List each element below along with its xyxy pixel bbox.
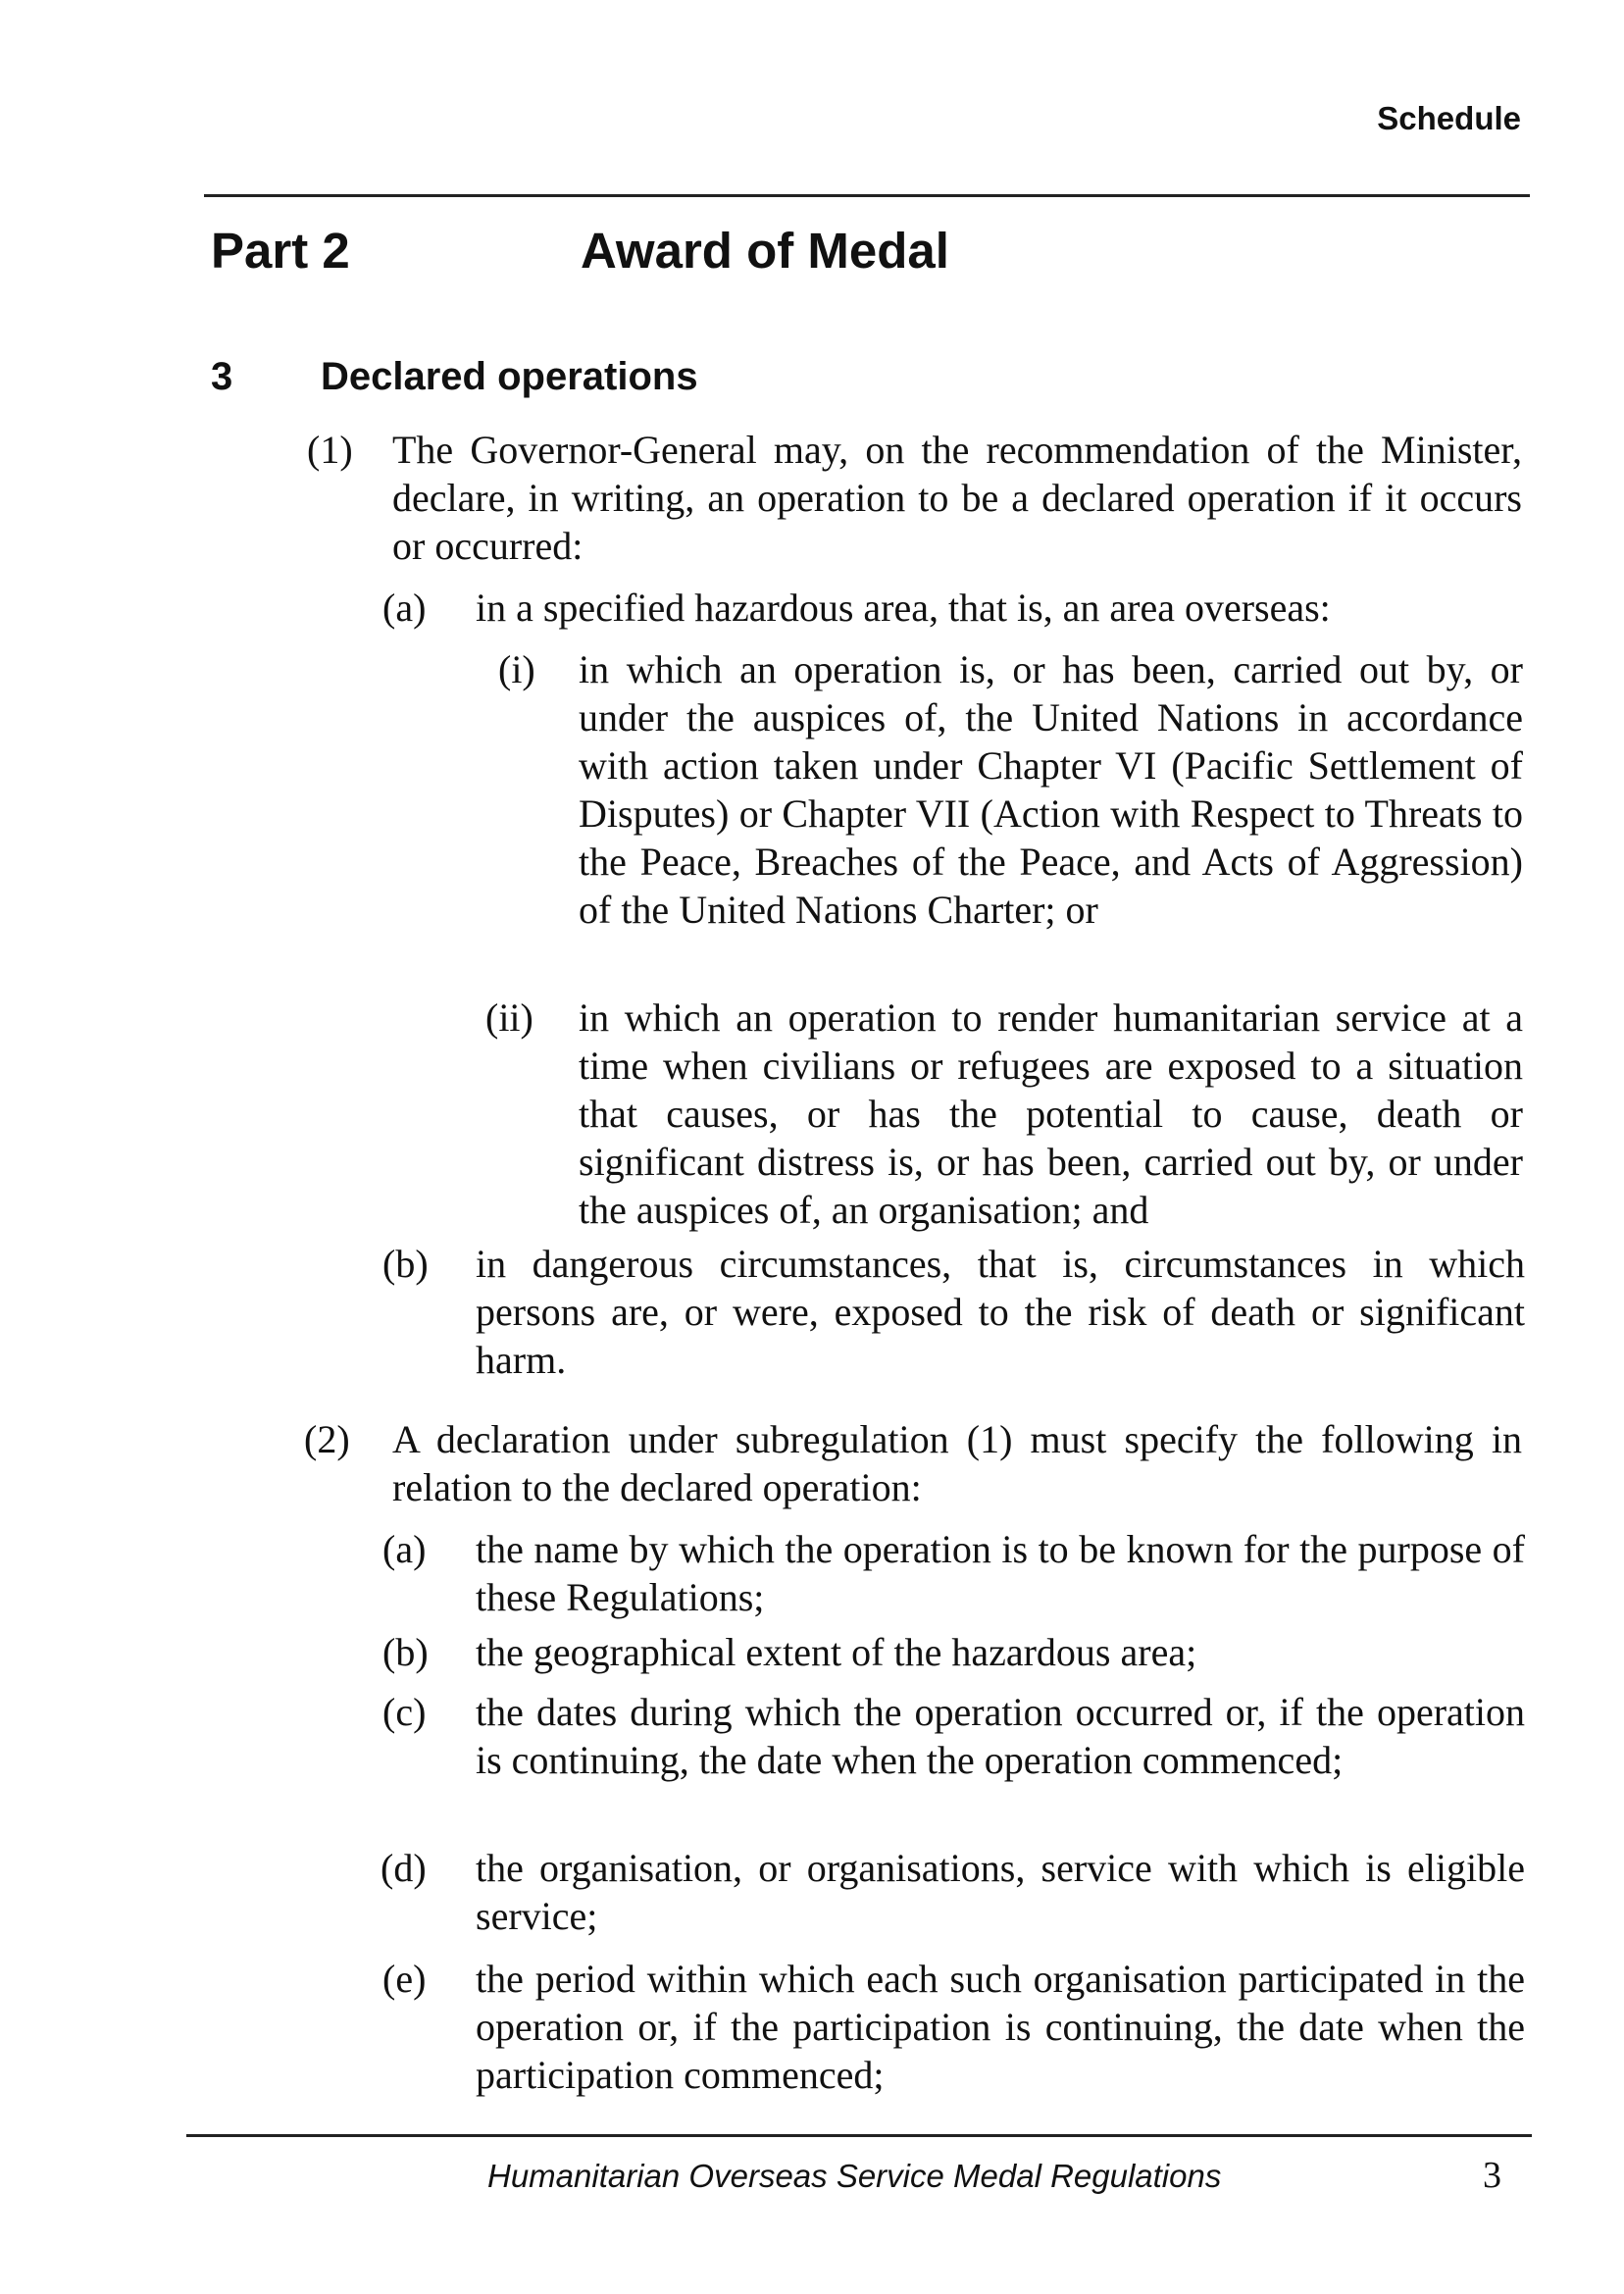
section-number: 3 [211, 355, 233, 398]
subregulation-2-text: A declaration under subregulation (1) must specify the following in relation to the declared operation: [392, 1417, 1522, 1509]
paragraph-2c-text: the dates during which the operation occurred or, if the operation is continuing, the date when the operation commenced; [476, 1690, 1525, 1782]
subparagraph-1a-ii-text: in which an operation to render humanitarian service at a time when civilians or refugees are exposed to a situation that causes, or has the potential to cause, death or significant distress is, or has been, carried out by, or under the auspices of, an organisation; and [579, 995, 1523, 1232]
subregulation-1-text: The Governor-General may, on the recommendation of the Minister, declare, in writing, an operation to be a declared operation if it occurs or occurred: [392, 428, 1522, 568]
subparagraph-1a-i-text: in which an operation is, or has been, carried out by, or under the auspices of, the United Nations in accordance with action taken under Chapter VI (Pacific Settlement of Disputes) or Chapter VII (Action with Respect to Threats to the Peace, Breaches of the Peace, and Acts of Aggression) of the United Nations Charter; or [579, 647, 1523, 932]
page-number: 3 [1483, 2155, 1501, 2196]
footer-rule [186, 2134, 1532, 2137]
paragraph-2c-number: (c) [382, 1690, 427, 1734]
subparagraph-1a-ii-number: (ii) [485, 995, 533, 1040]
paragraph-1a-number: (a) [382, 586, 427, 630]
paragraph-1b-text: in dangerous circumstances, that is, circumstances in which persons are, or were, exposed to the risk of death or significant harm. [476, 1242, 1525, 1382]
paragraph-1b-number: (b) [382, 1242, 429, 1286]
subregulation-2-number: (2) [304, 1417, 350, 1461]
running-head: Schedule [1377, 100, 1521, 136]
header-rule [204, 194, 1530, 197]
paragraph-2a-text: the name by which the operation is to be known for the purpose of these Regulations; [476, 1527, 1525, 1619]
paragraph-2d-text: the organisation, or organisations, service with which is eligible service; [476, 1846, 1525, 1938]
paragraph-2e-number: (e) [382, 1957, 427, 2001]
subparagraph-1a-i-number: (i) [498, 647, 535, 691]
section-title: Declared operations [321, 355, 698, 398]
part-label: Part 2 [211, 223, 350, 279]
paragraph-2b-number: (b) [382, 1630, 429, 1674]
paragraph-2d-number: (d) [381, 1846, 427, 1890]
paragraph-2b-text: the geographical extent of the hazardous area; [476, 1630, 1197, 1674]
part-title: Award of Medal [581, 223, 949, 279]
paragraph-1a-text: in a specified hazardous area, that is, an area overseas: [476, 586, 1331, 630]
paragraph-2a-number: (a) [382, 1527, 427, 1571]
paragraph-2e-text: the period within which each such organisation participated in the operation or, if the participation is continuing, the date when the participation commenced; [476, 1957, 1525, 2097]
subregulation-1-number: (1) [307, 428, 353, 472]
footer-title: Humanitarian Overseas Service Medal Regulations [487, 2158, 1222, 2194]
